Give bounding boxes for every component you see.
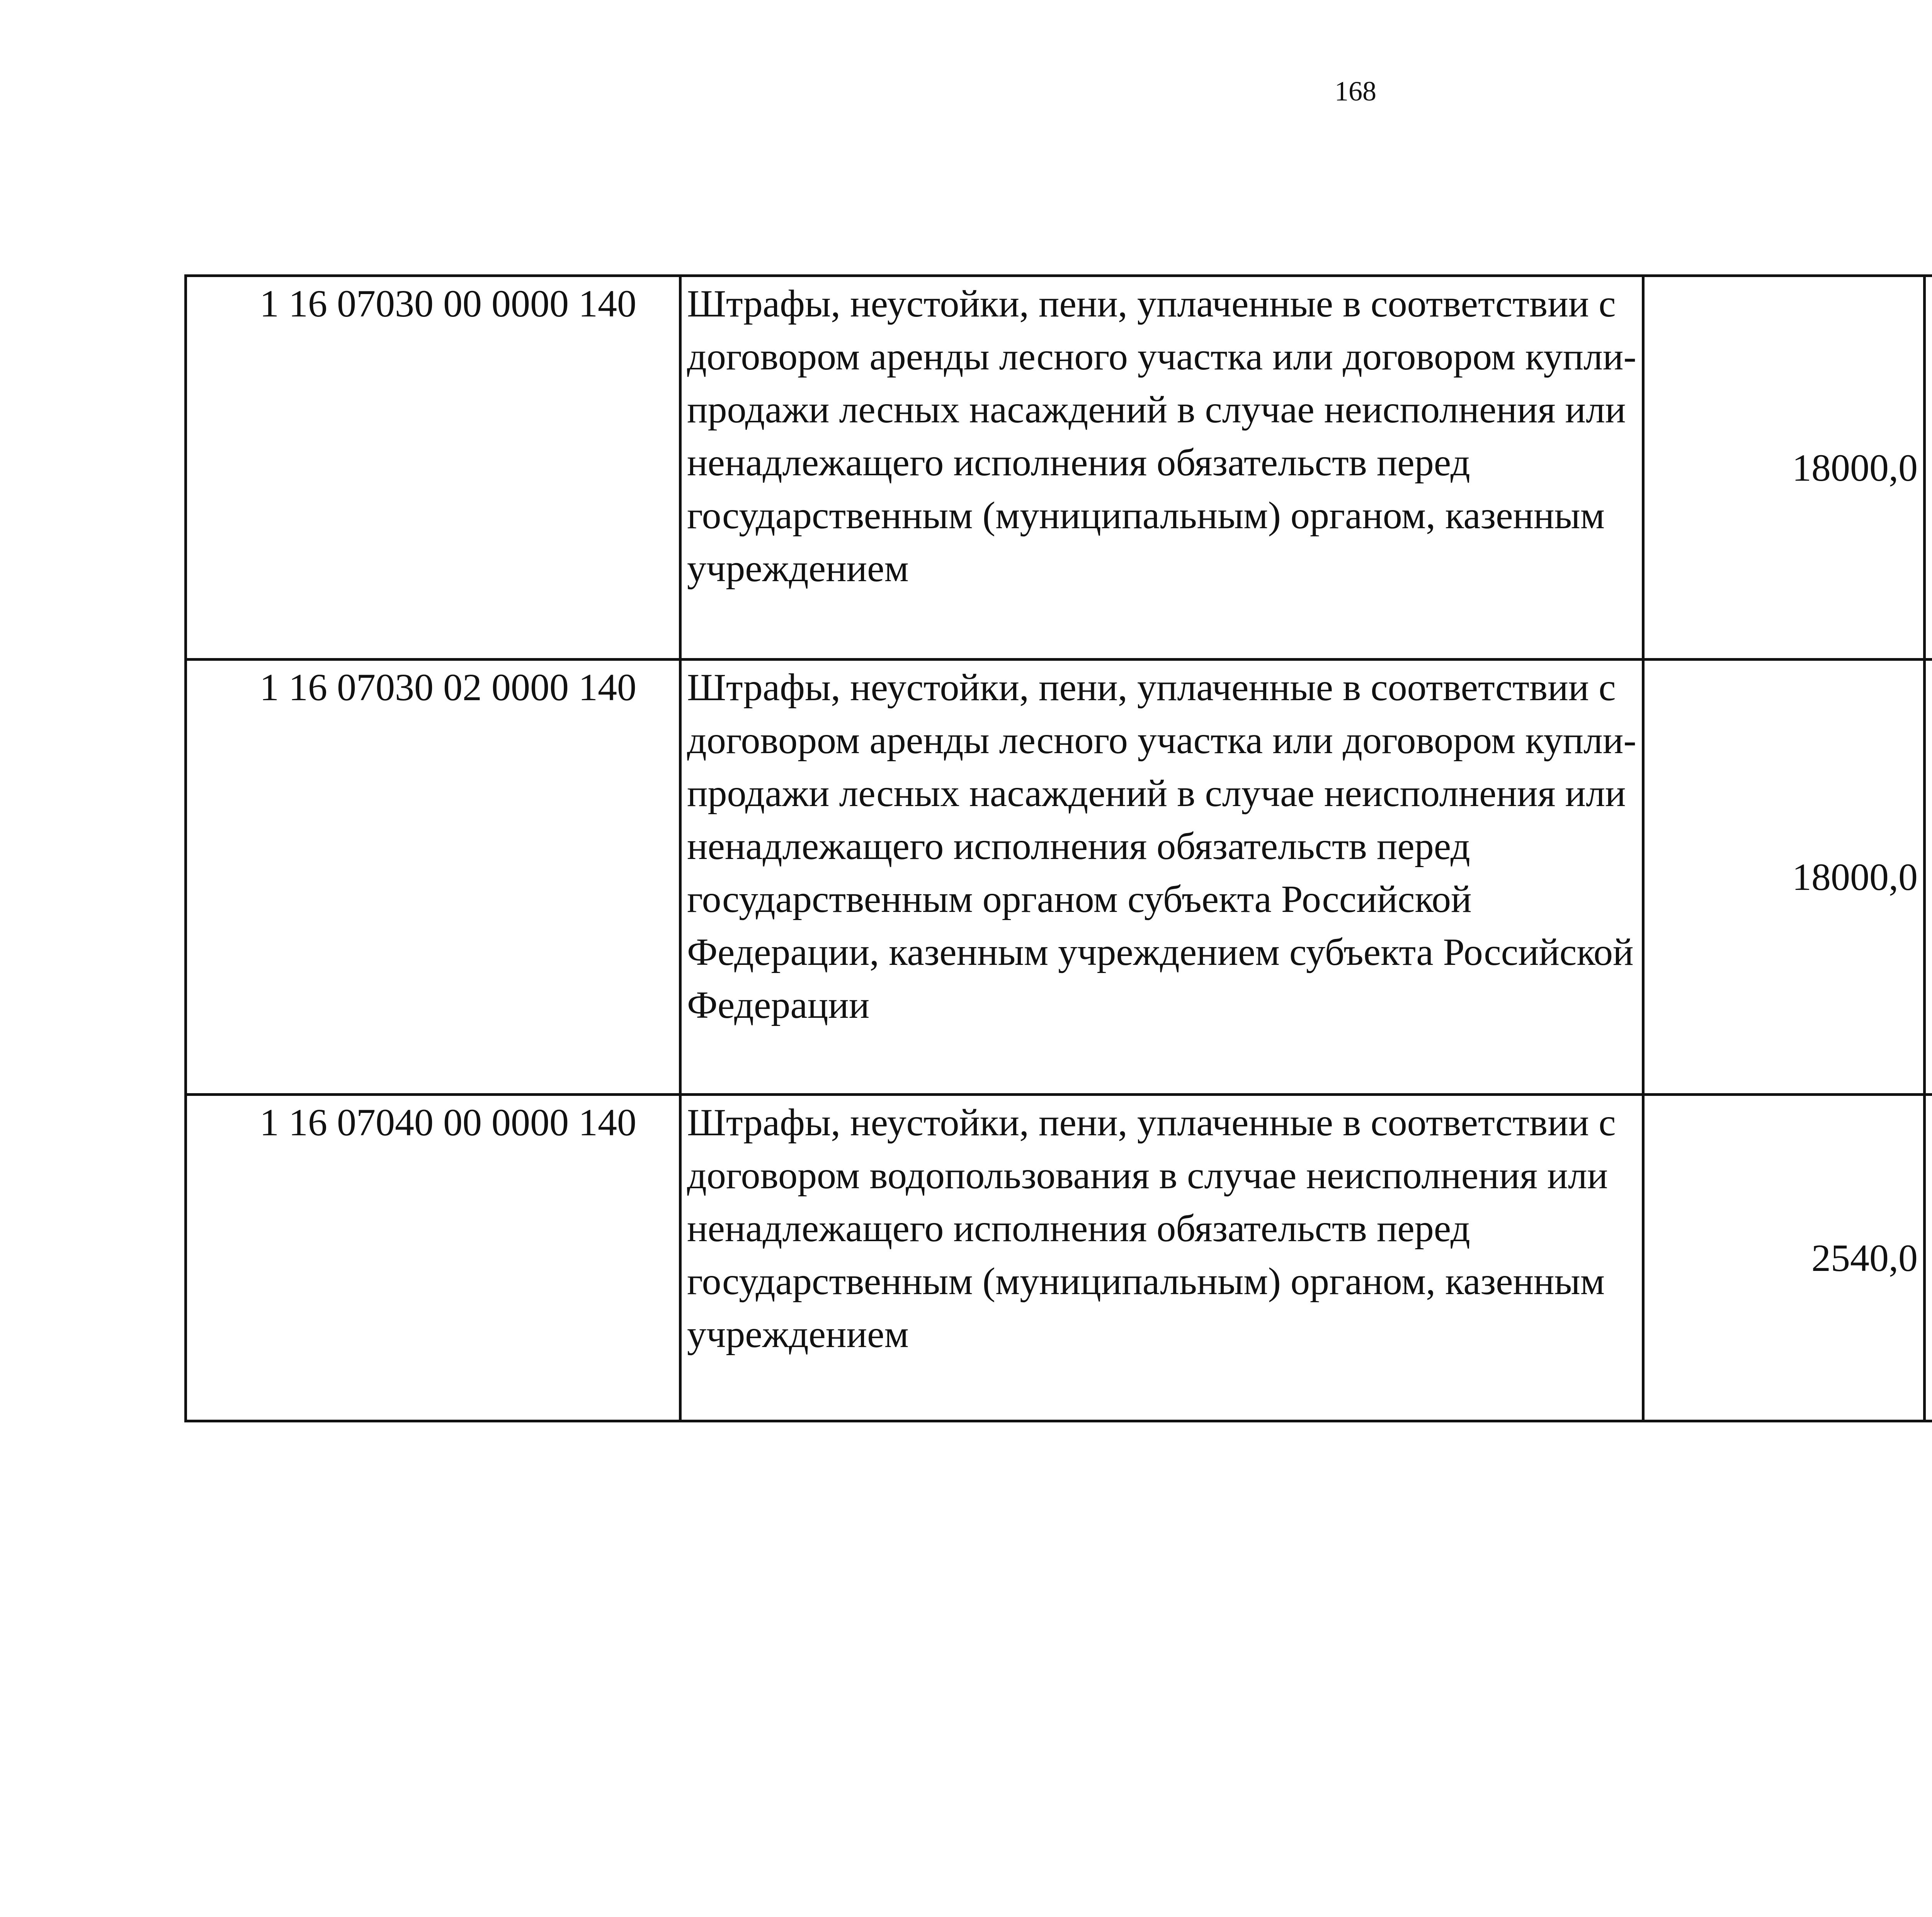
description-cell: Штрафы, неустойки, пени, уплаченные в соответствии с договором аренды лесного участка или договором купли-продажи лесных насаждений в случае неисполнения или ненадлежащего исполнения обязательств перед государственным (муниципальным) органом, казенным учреждением (680, 276, 1643, 660)
description-cell: Штрафы, неустойки, пени, уплаченные в соответствии с договором водопользования в случае неисполнения или ненадлежащего исполнения обязательств перед государственным (муниципальным) органом, казенным учреждением (680, 1095, 1643, 1421)
value-cell-year-1: 18000,0 (1643, 660, 1925, 1095)
description-cell: Штрафы, неустойки, пени, уплаченные в соответствии с договором аренды лесного участка или договором купли-продажи лесных насаждений в случае неисполнения или ненадлежащего исполнения обязательств перед государственным органом субъекта Российской Федерации, казенным учреждением субъекта Российской Федерации (680, 660, 1643, 1095)
value-cell-year-2 (1925, 660, 1932, 1095)
revenue-table (184, 274, 1932, 1422)
value-cell-year-1: 2540,0 (1643, 1095, 1925, 1421)
value-cell-year-2 (1925, 276, 1932, 660)
budget-code-cell: 1 16 07040 00 0000 140 (186, 1095, 680, 1421)
table-row (186, 276, 1932, 660)
value-cell-year-2 (1925, 1095, 1932, 1421)
value-cell-year-1: 18000,0 (1643, 276, 1925, 660)
page-number: 168 (1335, 76, 1376, 107)
budget-code-cell: 1 16 07030 00 0000 140 (186, 276, 680, 660)
table-row (186, 1095, 1932, 1421)
table-row (186, 660, 1932, 1095)
budget-code-cell: 1 16 07030 02 0000 140 (186, 660, 680, 1095)
